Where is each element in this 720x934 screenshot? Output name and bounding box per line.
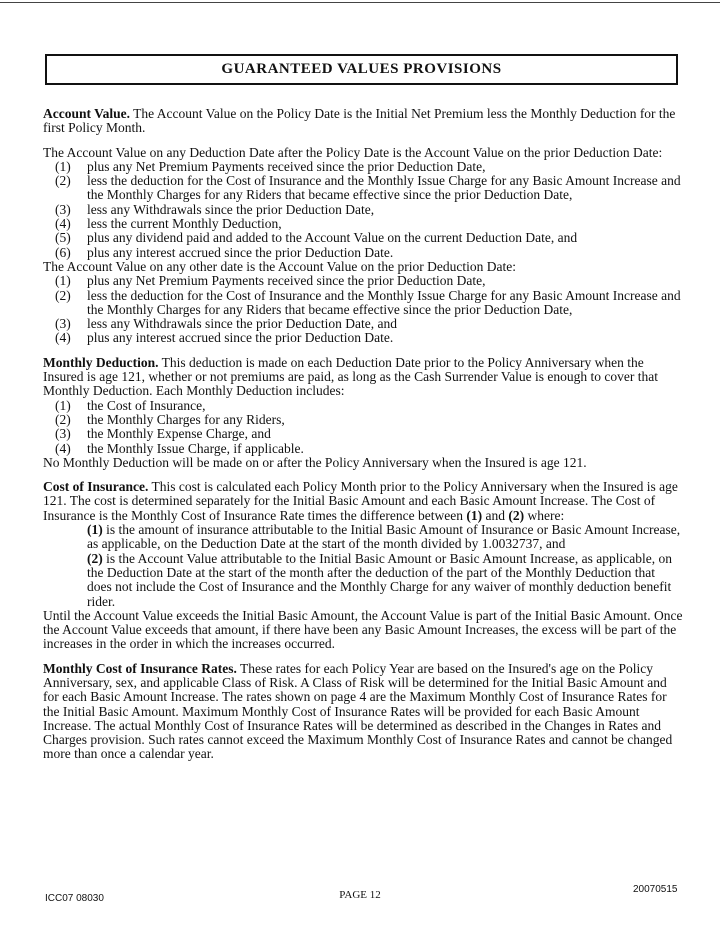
monthly-deduction-heading: Monthly Deduction.	[43, 354, 159, 370]
section-header-box	[45, 54, 678, 85]
cost-of-insurance-closing: Until the Account Value exceeds the Initial Basic Amount, the Account Value is part of the Initial Basic Amount. Once the Account Value exceeds that amount, if there have been any Basic Amount Increases, the excess will be part of the increases in the order in which the increases occurred.	[43, 607, 683, 652]
list-item-text: plus any interest accrued since the prior Deduction Date.	[87, 244, 394, 260]
list-item-text: plus any Net Premium Payments received since the prior Deduction Date,	[87, 273, 486, 289]
list-item-number: (1)	[55, 158, 71, 174]
list-item-number: (4)	[55, 216, 71, 232]
list-item-number: (5)	[55, 230, 71, 246]
list-item	[43, 413, 683, 427]
cost-of-insurance-intro: Cost of Insurance. This cost is calculated each Policy Month prior to the Policy Anniversary when the Insured is age 121. The cost is determined separately for the Initial Basic Amount and each Basic Amount Increase. The Cost of Insurance is the Monthly Cost of Insurance Rate times the difference between (1) and (2) where:	[43, 479, 678, 523]
list-item	[43, 203, 683, 217]
list-item-text: plus any Net Premium Payments received since the prior Deduction Date,	[87, 158, 486, 174]
list-item-text: the Monthly Expense Charge, and	[87, 426, 271, 442]
list-item-text: less any Withdrawals since the prior Deduction Date, and	[87, 316, 397, 332]
list-item-text: the Cost of Insurance,	[87, 397, 206, 413]
cost-of-insurance-heading: Cost of Insurance.	[43, 479, 149, 495]
account-value-intro: Account Value. The Account Value on the Policy Date is the Initial Net Premium less the Monthly Deduction for the first Policy Month.	[43, 106, 676, 136]
account-value-other-list	[43, 274, 683, 345]
form-number: ICC07 08030	[45, 893, 104, 904]
list-item-number: (3)	[55, 201, 71, 217]
list-item	[43, 160, 683, 174]
list-item	[43, 231, 683, 245]
list-item-text: less the deduction for the Cost of Insurance and the Monthly Issue Charge for any Basic Amount Increase and the Monthly Charges for any Riders that became effective since the prior Deduction Date,	[87, 173, 681, 203]
list-item	[43, 331, 683, 345]
date-code: 20070515	[633, 884, 678, 895]
list-item-number: (3)	[55, 426, 71, 442]
list-item-number: (2)	[55, 173, 71, 189]
account-value-deduction-intro: The Account Value on any Deduction Date after the Policy Date is the Account Value on the prior Deduction Date:	[43, 144, 663, 160]
document-body	[43, 107, 683, 768]
list-item-text: the Monthly Issue Charge, if applicable.	[87, 440, 304, 456]
top-rule	[0, 2, 720, 3]
account-value-deduction-list	[43, 160, 683, 260]
list-item	[43, 289, 683, 318]
list-item-number: (3)	[55, 316, 71, 332]
list-item	[43, 317, 683, 331]
section-title: GUARANTEED VALUES PROVISIONS	[221, 61, 502, 77]
account-value-heading: Account Value.	[43, 106, 131, 121]
cost-of-insurance-definition-1: (1) is the amount of insurance attributable to the Initial Basic Amount of Insurance or Basic Amount Increase, as applicable, on the Deduction Date at the start of the month divided by 1.0032737, and	[87, 522, 681, 552]
list-item-text: less the current Monthly Deduction,	[87, 216, 282, 232]
list-item-number: (6)	[55, 244, 71, 260]
list-item-number: (1)	[55, 397, 71, 413]
cost-of-insurance-definition-2: (2) is the Account Value attributable to the Initial Basic Amount or Basic Amount Increase, as applicable, on the Deduction Date at the start of the month after the deduction of the part of the Monthly Deduction that does not include the Cost of Insurance and the Monthly Charge for any waiver of monthly deduction benefit rider.	[87, 550, 672, 609]
monthly-deduction-list	[43, 399, 683, 456]
list-item-number: (2)	[55, 287, 71, 303]
list-item	[43, 427, 683, 441]
list-item	[43, 399, 683, 413]
list-item	[43, 217, 683, 231]
list-item-number: (1)	[55, 273, 71, 289]
page-number: PAGE 12	[339, 889, 381, 901]
list-item-text: less any Withdrawals since the prior Deduction Date,	[87, 201, 375, 217]
monthly-coi-rates-heading: Monthly Cost of Insurance Rates.	[43, 660, 237, 676]
list-item-number: (4)	[55, 330, 71, 346]
list-item	[43, 246, 683, 260]
list-item-text: plus any interest accrued since the prior Deduction Date.	[87, 330, 394, 346]
list-item	[43, 174, 683, 203]
list-item-text: plus any dividend paid and added to the Account Value on the current Deduction Date, and	[87, 230, 578, 246]
monthly-coi-rates-paragraph: Monthly Cost of Insurance Rates. These rates for each Policy Year are based on the Insured's age on the Policy Anniversary, sex, and applicable Class of Risk. A Class of Risk will be determined for the Initial Basic Amount and for each Basic Amount Increase. The rates shown on page 4 are the Maximum Monthly Cost of Insurance Rates for the Initial Basic Amount. Maximum Monthly Cost of Insurance Rates will be provided for each Basic Amount Increase. The actual Monthly Cost of Insurance Rates will be determined as described in the Changes in Rates and Charges provision. Such rates cannot exceed the Maximum Monthly Cost of Insurance Rates and cannot be changed more than once a calendar year.	[43, 660, 673, 762]
list-item	[43, 442, 683, 456]
list-item	[43, 274, 683, 288]
monthly-deduction-closing: No Monthly Deduction will be made on or after the Policy Anniversary when the Insured is age 121.	[43, 454, 587, 470]
account-value-other-intro: The Account Value on any other date is the Account Value on the prior Deduction Date:	[43, 258, 516, 274]
list-item-number: (4)	[55, 440, 71, 456]
monthly-deduction-intro: Monthly Deduction. This deduction is made on each Deduction Date prior to the Policy Anniversary when the Insured is age 121, whether or not premiums are paid, as long as the Cash Surrender Value is enough to cover that Monthly Deduction. Each Monthly Deduction includes:	[43, 354, 658, 399]
list-item-text: less the deduction for the Cost of Insurance and the Monthly Issue Charge for any Basic Amount Increase and the Monthly Charges for any Riders that became effective since the prior Deduction Date,	[87, 287, 681, 317]
list-item-number: (2)	[55, 411, 71, 427]
list-item-text: the Monthly Charges for any Riders,	[87, 411, 285, 427]
